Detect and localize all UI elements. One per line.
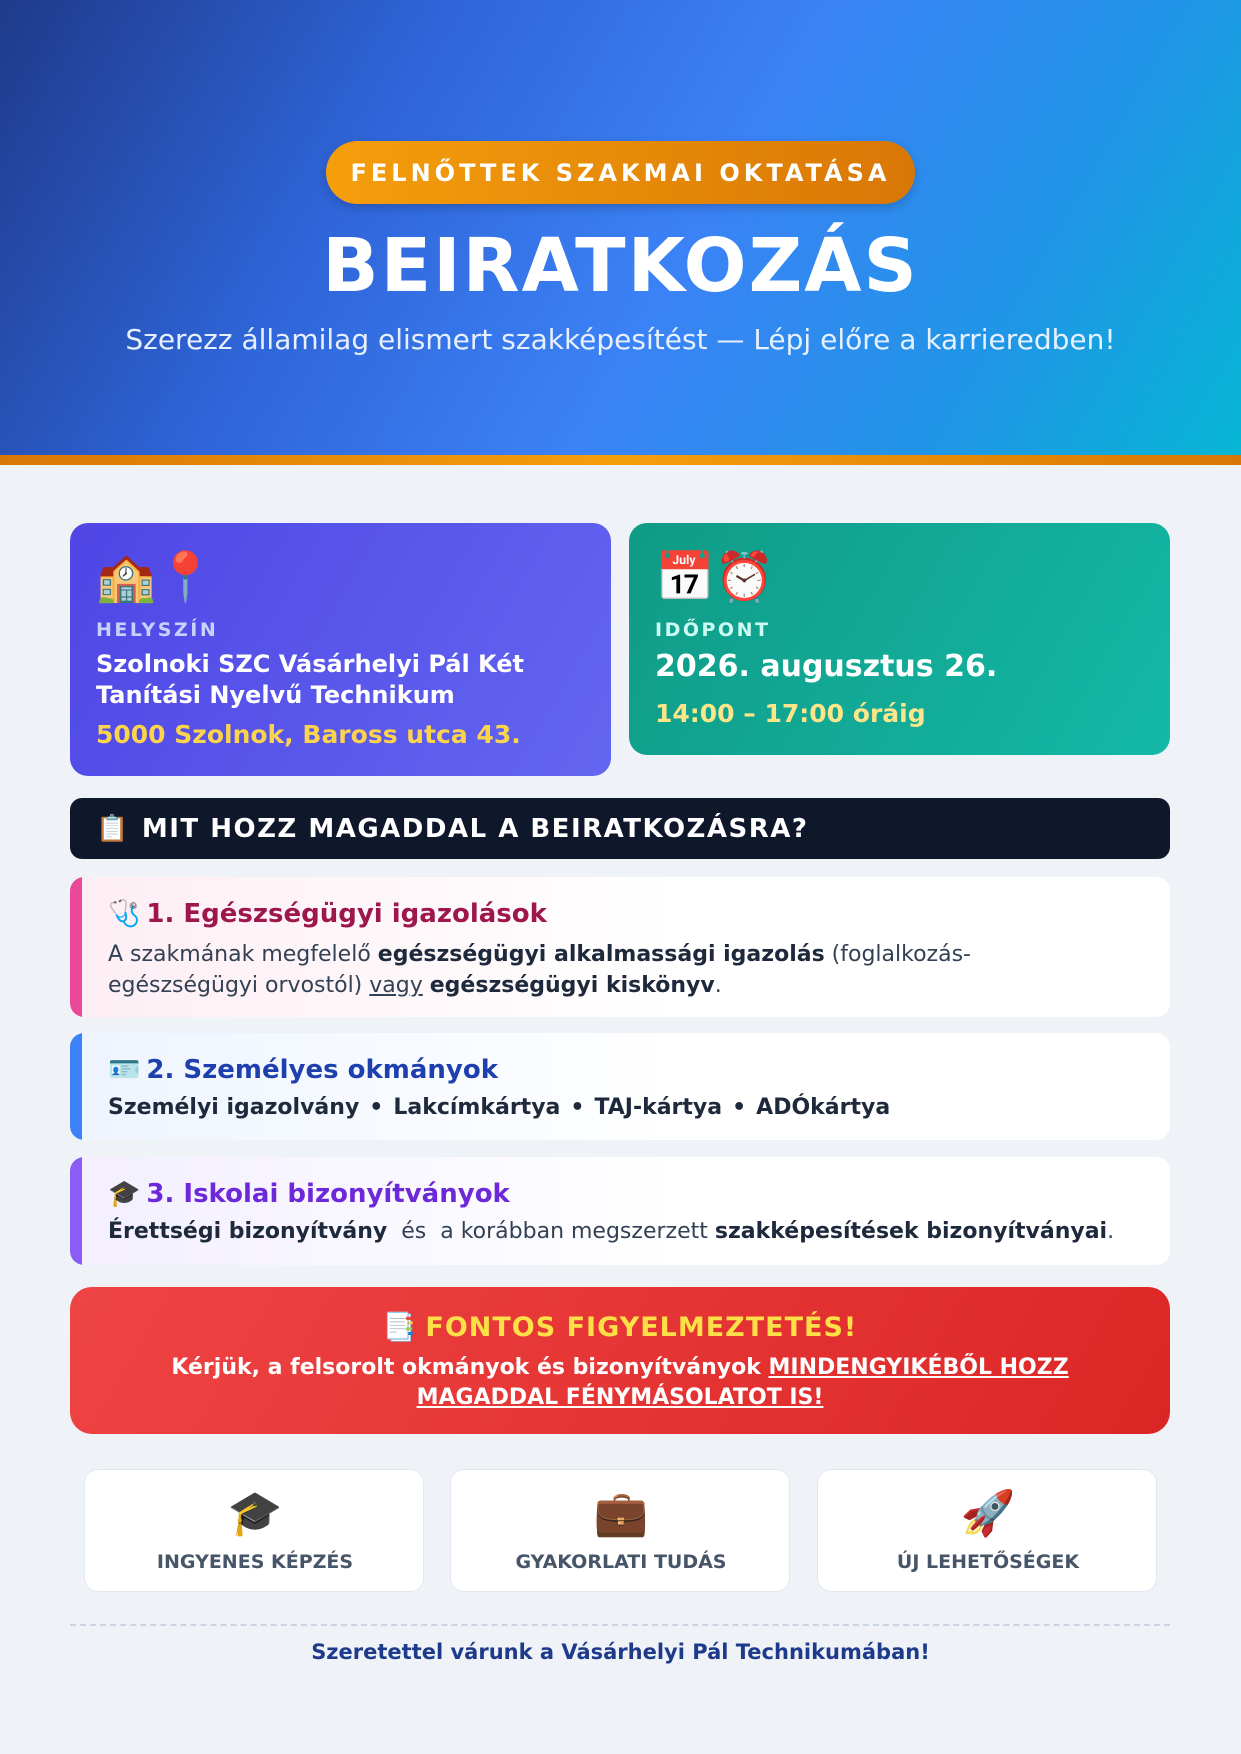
divider	[70, 1624, 1170, 1626]
list-item-certificates	[70, 1157, 1170, 1265]
emphasis: Érettségi bizonyítvány	[108, 1219, 388, 1244]
location-label: HELYSZÍN	[96, 619, 219, 641]
list-item-health	[70, 877, 1170, 1017]
page-subtitle: Szerezz államilag elismert szakképesítést — Lépj előre a karrieredben!	[125, 323, 1116, 356]
emphasis: egészségügyi kiskönyv	[429, 973, 715, 998]
item-title	[108, 897, 547, 931]
text: A szakmának megfelelő	[108, 942, 378, 967]
feature-label: ÚJ LEHETŐSÉGEK	[896, 1551, 1080, 1573]
location-name: Szolnoki SZC Vásárhelyi Pál Két Tanítási Nyelvű Technikum	[96, 650, 524, 709]
location-address: 5000 Szolnok, Baross utca 43.	[96, 720, 521, 749]
accent-bar	[70, 1033, 82, 1140]
document-icon: 📑	[382, 1312, 418, 1343]
page-title: BEIRATKOZÁS	[322, 223, 919, 309]
accent-bar	[70, 1157, 82, 1265]
text	[423, 973, 430, 998]
text: Kérjük, a felsorolt okmányok és bizonyítványok	[171, 1355, 769, 1380]
doc-id-card: Személyi igazolvány	[108, 1095, 360, 1120]
school-pin-icon: 🏫📍	[96, 549, 216, 605]
feature-label: GYAKORLATI TUDÁS	[515, 1551, 727, 1573]
calendar-clock-icon: 📅⏰	[655, 549, 775, 605]
location-card	[70, 523, 611, 776]
feature-label: INGYENES KÉPZÉS	[156, 1551, 354, 1573]
doc-taj-card: TAJ-kártya	[594, 1095, 723, 1120]
item-title-text: 3. Iskolai bizonyítványok	[146, 1179, 510, 1209]
clipboard-icon: 📋	[96, 813, 130, 844]
warning-text	[130, 1353, 1110, 1413]
time-label: IDŐPONT	[655, 619, 771, 641]
item-description	[108, 939, 1108, 1001]
warning-emphasis: MINDENGYIKÉBŐL HOZZ MAGADDAL FÉNYMÁSOLATOT IS!	[416, 1355, 1069, 1410]
footer-text: Szeretettel várunk a Vásárhelyi Pál Technikumában!	[311, 1640, 930, 1664]
underlined-or: vagy	[369, 973, 423, 998]
feature-free-training	[84, 1469, 424, 1592]
item-title-text: 1. Egészségügyi igazolások	[146, 899, 547, 929]
stethoscope-icon: 🩺	[108, 899, 141, 929]
bullet-separator: •	[732, 1095, 747, 1120]
checklist-title: MIT HOZZ MAGADDAL A BEIRATKOZÁSRA?	[141, 813, 809, 844]
emphasis: szakképesítések bizonyítványai	[714, 1219, 1108, 1244]
accent-bar	[70, 877, 82, 1017]
warning-title-text: FONTOS FIGYELMEZTETÉS!	[425, 1312, 858, 1343]
document-list	[108, 1092, 1108, 1123]
id-card-icon: 🪪	[108, 1055, 141, 1085]
warning-title	[70, 1311, 1170, 1343]
bullet-separator: •	[369, 1095, 384, 1120]
emphasis: egészségügyi alkalmassági igazolás	[377, 942, 825, 967]
text: .	[1107, 1219, 1115, 1244]
graduation-cap-icon: 🎓	[227, 1488, 283, 1539]
bullet-separator: •	[570, 1095, 585, 1120]
list-item-documents	[70, 1033, 1170, 1140]
item-title	[108, 1053, 498, 1087]
event-date: 2026. augusztus 26.	[655, 649, 998, 684]
briefcase-icon: 💼	[593, 1488, 649, 1539]
warning-box	[70, 1287, 1170, 1434]
category-pill: FELNŐTTEK SZAKMAI OKTATÁSA	[326, 141, 915, 204]
item-title-text: 2. Személyes okmányok	[146, 1055, 499, 1085]
rocket-icon: 🚀	[960, 1488, 1016, 1539]
feature-practical-knowledge	[450, 1469, 790, 1592]
item-description	[108, 1216, 1115, 1247]
text: és a korábban megszerzett	[387, 1219, 715, 1244]
doc-tax-card: ADÓkártya	[756, 1095, 891, 1120]
item-title	[108, 1177, 510, 1211]
doc-address-card: Lakcímkártya	[393, 1095, 561, 1120]
feature-new-opportunities	[817, 1469, 1157, 1592]
event-hours: 14:00 – 17:00 óráig	[655, 699, 926, 728]
hero-divider	[0, 455, 1241, 465]
hero-banner	[0, 0, 1241, 455]
time-card	[629, 523, 1170, 755]
graduation-cap-icon: 🎓	[108, 1179, 141, 1209]
checklist-header	[70, 798, 1170, 859]
text: (foglalkozás-egészségügyi orvostól)	[108, 942, 971, 998]
text: .	[714, 973, 722, 998]
